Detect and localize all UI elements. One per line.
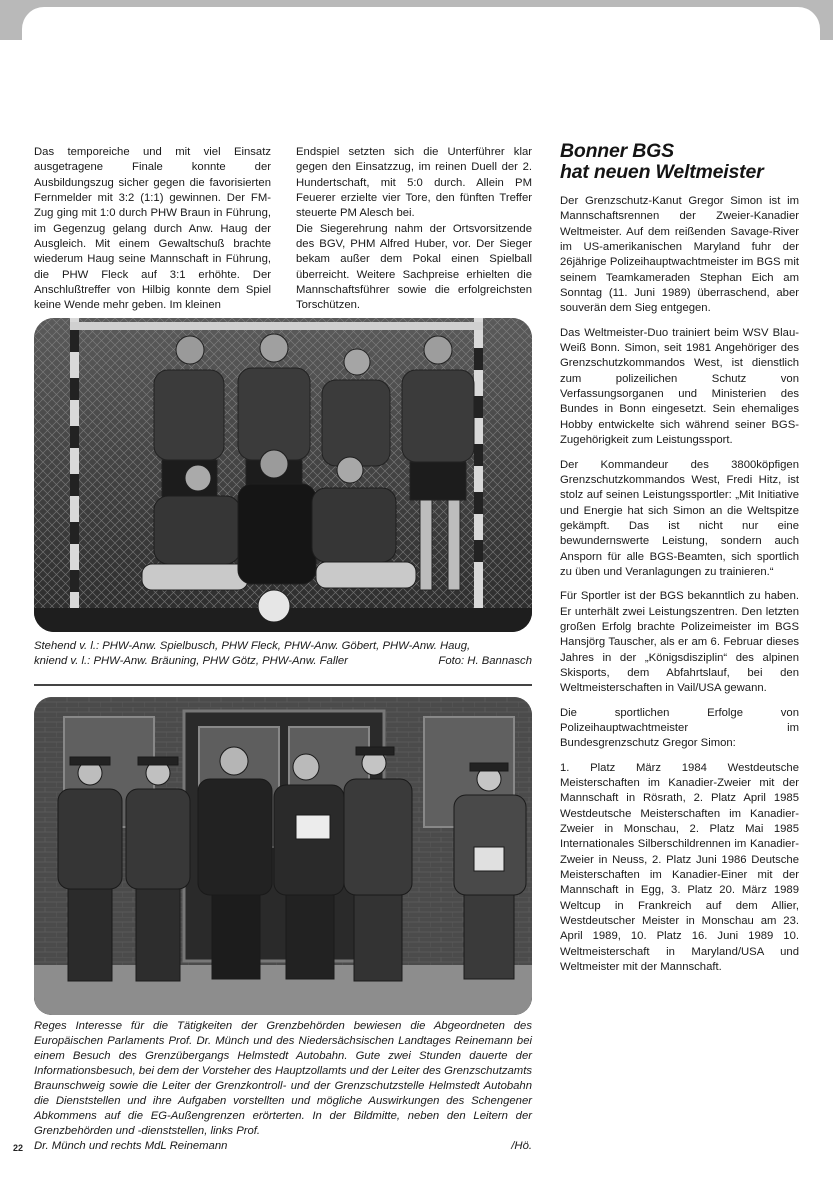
article-paragraph: Das temporeiche und mit viel Einsatz ausgetragene Finale konnte der Ausbildungszug sicher gegen die favorisierten Fernmelder mit 3:2 (1:1) gewinnen. Der FM-Zug ging mit 1:0 durch PHW Braun in Führung, im Gegenzug gelang durch Anw. Haug der Ausgleich. Mit einem Gewaltschuß brachte wiederum Haug seine Mannschaft in Führung, die PHW Fleck auf 3:1 erhöhte. Der Anschlußtreffer von Hilbig konnte dem Spiel keine Wende mehr geben. Im kleinen	[34, 146, 271, 312]
officials-photo-caption	[34, 1019, 532, 1154]
team-photo-caption	[34, 639, 532, 669]
sidebar-paragraph: Das Weltmeister-Duo trainiert beim WSV Blau-Weiß Bonn. Simon, seit 1981 Angehöriger des Grenzschutzkommandos West, ist dienstlich zum polizeilichen Schutz von Verfassungsorganen und Ministerien des Bundes in Bonn eingesetzt. Sein ehemaliges Hobby entwickelte sich während seiner BGS-Zugehörigkeit zum Leistungssport.	[560, 326, 799, 447]
officials-photo-image	[34, 697, 532, 1015]
sidebar-column	[560, 194, 799, 976]
sidebar-headline	[560, 141, 805, 183]
sidebar-paragraph: Für Sportler ist der BGS bekanntlich zu haben. Er unterhält zwei Leistungszentren. Den letzten großen Erfolg brachte Polizeimeister im BGS Hansjörg Tauscher, als er am 6. Februar dieses Jahres in der „Königsdisziplin“ des alpinen Skisports, dem Abfahrtslauf, bei den Weltmeisterschaften in Vail/USA gewann.	[560, 590, 799, 695]
headline-line: hat neuen Weltmeister	[560, 161, 764, 183]
caption-line: Stehend v. l.: PHW-Anw. Spielbusch, PHW Fleck, PHW-Anw. Göbert, PHW-Anw. Haug,	[34, 640, 471, 652]
headline-line: Bonner BGS	[560, 140, 674, 162]
caption-text: Reges Interesse für die Tätigkeiten der Grenzbehörden bewiesen die Abgeordneten des Europäischen Parlaments Prof. Dr. Münch und des Niedersächsischen Landtages Reinemann bei einem Besuch des Grenzübergangs Helmstedt Autobahn. Gute zwei Stunden dauerte der Informationsbesuch, bei dem der Vorsteher des Hauptzollamts und der Leiter des Grenzschutzamts Braunschweig sowie die Leiter der Grenzkontroll- und der Grenzschutzstelle Helmstedt Autobahn die Dienststellen und ihre Aufgaben vorstellten und mögliche Auswirkungen des Schengener Abkommens auf die EG-Außengrenzen erörterten. In der Bildmitte, neben den Leitern der Grenzbehörden und -dienststellen, links Prof.	[34, 1020, 532, 1137]
sidebar-paragraph: Die sportlichen Erfolge von Polizeihauptwachtmeister im Bundesgrenzschutz Gregor Simon:	[560, 706, 799, 750]
article-paragraph: Die Siegerehrung nahm der Ortsvorsitzende des BGV, PHM Alfred Huber, vor. Der Sieger bekam außer dem Pokal einen Spielball überreicht. Weitere Sachpreise erhielten die Mannschaftsführer sowie die erfolgreichsten Torschützen.	[296, 222, 532, 312]
page-top-tab	[22, 7, 820, 67]
team-photo-image	[34, 318, 532, 632]
article-column-1	[34, 145, 271, 314]
officials-photo	[34, 697, 532, 1015]
team-photo	[34, 318, 532, 632]
article-column-2	[296, 145, 532, 314]
caption-last-line: Dr. Münch und rechts MdL Reinemann	[34, 1140, 228, 1152]
section-divider	[34, 684, 532, 686]
sidebar-paragraph: Der Kommandeur des 3800köpfigen Grenzschutzkommandos West, Fredi Hitz, ist stolz auf seinen Leistungssportler: „Mit Initiative und Energie hat sich Simon an die Weltspitze gekämpft. Das ist nicht nur eine bewundernswerte Leistung, sondern auch Ansporn für alle BGS-Beamten, sich sportlich zu üben und Veranlagungen zu trainieren.“	[560, 458, 799, 578]
sidebar-paragraph: 1. Platz März 1984 Westdeutsche Meisterschaften im Kanadier-Zweier mit der Mannschaft in Rösrath, 2. Platz April 1985 Westdeutsche Meisterschaften im Kanadier-Zweier in Monschau, 2. Platz Mai 1985 Internationales Silberschildrennen im Kanadier-Zweier in Neuss, 2. Platz Juni 1986 Deutsche Meisterschaften im Kanadier-Einer mit der Mannschaft in Egg, 3. Platz 20. März 1989 Weltcup in Frankreich auf dem Allier, Westdeutscher Meister in Monschau am 23. April 1989, 10. Platz 16. Juni 1989 10. Weltmeisterschaft in Maryland/USA und Weltmeister mit der Mannschaft.	[560, 761, 799, 974]
sidebar-paragraph: Der Grenzschutz-Kanut Gregor Simon ist im Mannschaftsrennen der Zweier-Kanadier Weltmeister. Auf dem reißenden Savage-River im US-amerikanischen Maryland fuhr der 26jährige Polizeihauptwachtmeister im BGS mit seinem Teamkameraden Stephan Eich am Sonntag (11. Juni 1989) überraschend, aber souverän dem Sieg entgegen.	[560, 195, 799, 315]
caption-author: /Hö.	[511, 1140, 532, 1152]
page-number: 22	[13, 1143, 24, 1153]
caption-line: kniend v. l.: PHW-Anw. Bräuning, PHW Götz, PHW-Anw. Faller	[34, 655, 348, 667]
article-paragraph: Endspiel setzten sich die Unterführer klar gegen den Einsatzzug, im reinen Duell der 2. Hundertschaft, mit 5:0 durch. Allein PM Feuerer erzielte vier Tore, den fünften Treffer steuerte PM Alesch bei.	[296, 146, 532, 220]
photo-credit: Foto: H. Bannasch	[438, 655, 532, 667]
